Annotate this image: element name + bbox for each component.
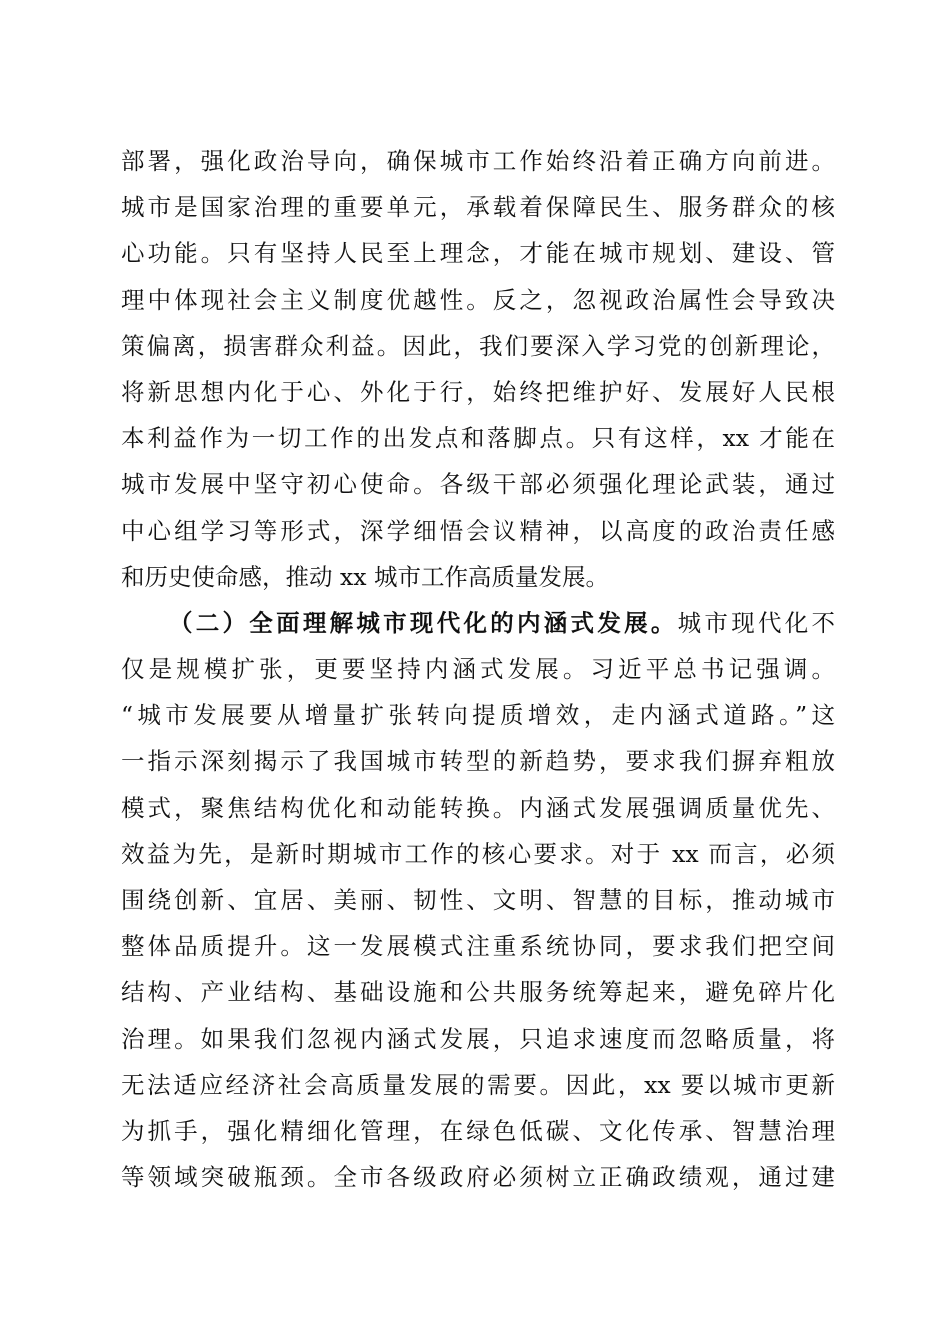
paragraph-line: 模式，聚焦结构优化和动能转换。内涵式发展强调质量优先、: [121, 793, 835, 822]
paragraph-first-line: [121, 600, 835, 646]
paragraph-line: 一指示深刻揭示了我国城市转型的新趋势，要求我们摒弃粗放: [121, 747, 835, 776]
paragraph-line: 本利益作为一切工作的出发点和落脚点。只有这样，xx 才能在: [121, 424, 835, 453]
paragraph-line: 部署，强化政治导向，确保城市工作始终沿着正确方向前进。: [121, 147, 835, 175]
paragraph-line: 和历史使命感，推动 xx 城市工作高质量发展。: [121, 562, 609, 591]
paragraph-line: 将新思想内化于心、外化于行，始终把维护好、发展好人民根: [121, 377, 835, 406]
paragraph-line: 无法适应经济社会高质量发展的需要。因此，xx 要以城市更新: [121, 1070, 835, 1099]
paragraph-line: 围绕创新、宜居、美丽、韧性、文明、智慧的目标，推动城市: [121, 886, 835, 914]
paragraph-political-orientation: [121, 138, 835, 600]
paragraph-line: 心功能。只有坚持人民至上理念，才能在城市规划、建设、管: [121, 239, 835, 268]
paragraph-line: 治理。如果我们忽视内涵式发展，只追求速度而忽略质量，将: [121, 1024, 835, 1053]
paragraph-line: 整体品质提升。这一发展模式注重系统协同，要求我们把空间: [121, 932, 835, 961]
section-heading: （二）全面理解城市现代化的内涵式发展。: [169, 608, 678, 637]
paragraph-intensive-development: [121, 600, 835, 1200]
paragraph-line: 策偏离，损害群众利益。因此，我们要深入学习党的创新理论，: [121, 331, 835, 360]
heading-continuation: 城市现代化不: [677, 608, 836, 637]
paragraph-line: 理中体现社会主义制度优越性。反之，忽视政治属性会导致决: [121, 285, 835, 314]
paragraph-line: 为抓手，强化精细化管理，在绿色低碳、文化传承、智慧治理: [121, 1116, 835, 1145]
paragraph-line: 城市是国家治理的重要单元，承载着保障民生、服务群众的核: [121, 193, 835, 222]
paragraph-line: 城市发展中坚守初心使命。各级干部必须强化理论武装，通过: [121, 470, 835, 499]
paragraph-line: 等领域突破瓶颈。全市各级政府必须树立正确政绩观，通过建: [121, 1163, 835, 1192]
paragraph-line: “城市发展要从增量扩张转向提质增效，走内涵式道路。”这: [121, 701, 835, 730]
paragraph-line: 中心组学习等形式，深学细悟会议精神，以高度的政治责任感: [121, 516, 835, 545]
paragraph-line: 结构、产业结构、基础设施和公共服务统筹起来，避免碎片化: [121, 978, 835, 1007]
body-text: [121, 138, 835, 1200]
paragraph-line: 仅是规模扩张，更要坚持内涵式发展。习近平总书记强调。: [121, 655, 835, 684]
paragraph-line: 效益为先，是新时期城市工作的核心要求。对于 xx 而言，必须: [121, 839, 835, 868]
